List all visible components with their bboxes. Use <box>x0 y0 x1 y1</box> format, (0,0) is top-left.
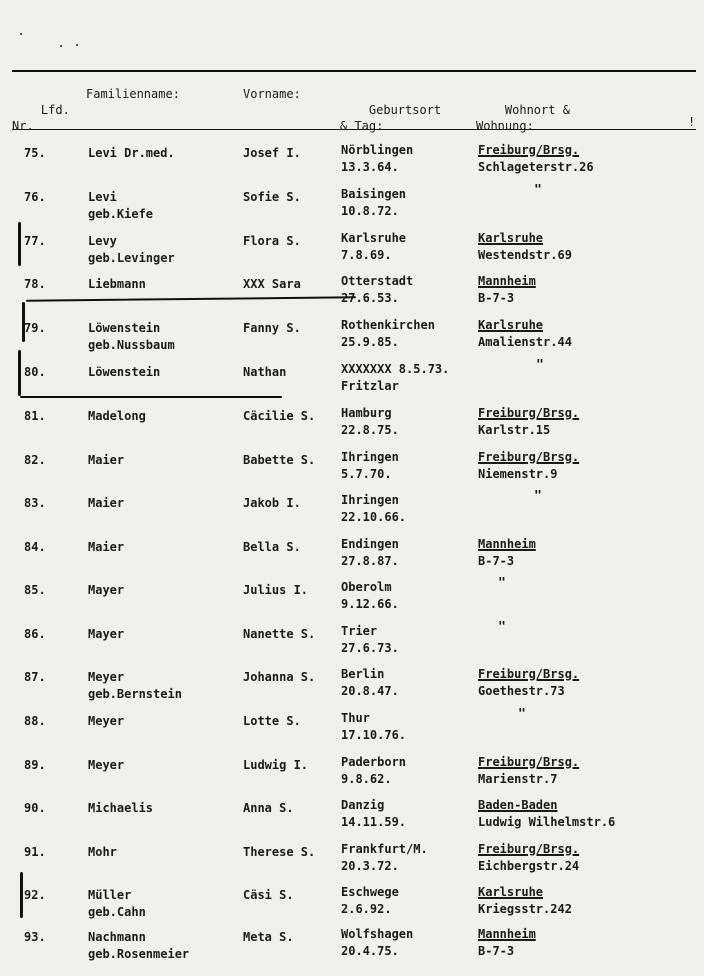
row-89-residence: Freiburg/Brsg. Marienstr.7 <box>478 755 580 786</box>
pencil-mark <box>20 872 23 918</box>
row-91-birthplace: Frankfurt/M. 20.3.72. <box>341 842 428 873</box>
row-81-number: 81. <box>24 409 46 423</box>
speck <box>20 33 22 35</box>
row-77-residence: Karlsruhe Westendstr.69 <box>478 231 572 262</box>
row-86-ditto: " <box>498 620 506 635</box>
header-vorname: Vorname: <box>243 87 301 101</box>
row-86-surname: Mayer <box>88 627 125 641</box>
row-79-forename: Fanny S. <box>243 321 301 335</box>
header-familienname: Familienname: <box>86 87 180 101</box>
pencil-mark <box>20 396 282 398</box>
row-81-surname: Madelong <box>88 409 146 423</box>
row-79-number: 79. <box>24 321 46 335</box>
row-87-residence: Freiburg/Brsg. Goethestr.73 <box>478 667 580 698</box>
row-93-residence: Mannheim B-7-3 <box>478 927 536 958</box>
row-88-forename: Lotte S. <box>243 714 301 728</box>
row-83-number: 83. <box>24 496 46 510</box>
row-85-surname: Mayer <box>88 583 125 597</box>
pencil-mark <box>18 350 21 396</box>
row-86-number: 86. <box>24 627 46 641</box>
row-77-number: 77. <box>24 234 46 248</box>
row-89-surname: Meyer <box>88 758 125 772</box>
pencil-mark <box>18 222 21 266</box>
row-88-surname: Meyer <box>88 714 125 728</box>
row-80-birthplace: XXXXXXX 8.5.73. Fritzlar <box>341 362 450 393</box>
row-93-birthplace: Wolfshagen 20.4.75. <box>341 927 414 958</box>
row-85-ditto: " <box>498 576 506 591</box>
row-82-surname: Maier <box>88 453 125 467</box>
row-83-forename: Jakob I. <box>243 496 301 510</box>
row-75-forename: Josef I. <box>243 146 301 160</box>
row-87-surname: Meyer geb.Bernstein <box>88 670 182 701</box>
row-88-number: 88. <box>24 714 46 728</box>
row-76-birthplace: Baisingen 10.8.72. <box>341 187 407 218</box>
row-79-residence: Karlsruhe Amalienstr.44 <box>478 318 572 349</box>
row-90-surname: Michaelis <box>88 801 154 815</box>
row-92-residence: Karlsruhe Kriegsstr.242 <box>478 885 572 916</box>
row-89-forename: Ludwig I. <box>243 758 309 772</box>
row-89-birthplace: Paderborn 9.8.62. <box>341 755 407 786</box>
header-nr: Lfd. Nr. <box>12 103 70 133</box>
row-91-forename: Therese S. <box>243 845 316 859</box>
row-87-forename: Johanna S. <box>243 670 316 684</box>
row-78-surname: Liebmann <box>88 277 146 291</box>
row-91-number: 91. <box>24 845 46 859</box>
row-92-surname: Müller geb.Cahn <box>88 888 146 919</box>
top-rule <box>12 70 696 72</box>
header-mark: ! <box>688 115 696 129</box>
row-80-forename: Nathan <box>243 365 287 379</box>
row-86-forename: Nanette S. <box>243 627 316 641</box>
row-87-number: 87. <box>24 670 46 684</box>
row-76-ditto: " <box>534 183 542 198</box>
speck <box>60 45 62 47</box>
row-81-residence: Freiburg/Brsg. Karlstr.15 <box>478 406 580 437</box>
row-80-number: 80. <box>24 365 46 379</box>
row-76-forename: Sofie S. <box>243 190 301 204</box>
row-86-birthplace: Trier 27.6.73. <box>341 624 399 655</box>
row-78-forename: XXX Sara <box>243 277 301 291</box>
row-90-number: 90. <box>24 801 46 815</box>
header-wohnort: Wohnort & Wohnung: <box>476 103 570 133</box>
row-80-ditto: " <box>536 358 544 373</box>
row-92-forename: Cäsi S. <box>243 888 294 902</box>
row-82-forename: Babette S. <box>243 453 316 467</box>
row-93-surname: Nachmann geb.Rosenmeier <box>88 930 190 961</box>
row-84-birthplace: Endingen 27.8.87. <box>341 537 399 568</box>
row-84-surname: Maier <box>88 540 125 554</box>
row-84-residence: Mannheim B-7-3 <box>478 537 536 568</box>
row-78-number: 78. <box>24 277 46 291</box>
row-83-surname: Maier <box>88 496 125 510</box>
row-75-birthplace: Nörblingen 13.3.64. <box>341 143 414 174</box>
pencil-mark <box>26 296 356 301</box>
row-82-number: 82. <box>24 453 46 467</box>
row-81-forename: Cäcilie S. <box>243 409 316 423</box>
row-84-forename: Bella S. <box>243 540 301 554</box>
row-85-birthplace: Oberolm 9.12.66. <box>341 580 399 611</box>
row-75-surname: Levi Dr.med. <box>88 146 175 160</box>
row-76-number: 76. <box>24 190 46 204</box>
row-88-birthplace: Thur 17.10.76. <box>341 711 407 742</box>
row-84-number: 84. <box>24 540 46 554</box>
row-77-forename: Flora S. <box>243 234 301 248</box>
row-85-forename: Julius I. <box>243 583 309 597</box>
row-79-surname: Löwenstein geb.Nussbaum <box>88 321 175 352</box>
row-85-number: 85. <box>24 583 46 597</box>
row-75-number: 75. <box>24 146 46 160</box>
row-92-birthplace: Eschwege 2.6.92. <box>341 885 399 916</box>
row-79-birthplace: Rothenkirchen 25.9.85. <box>341 318 435 349</box>
row-92-number: 92. <box>24 888 46 902</box>
row-77-surname: Levy geb.Levinger <box>88 234 175 265</box>
row-75-residence: Freiburg/Brsg. Schlageterstr.26 <box>478 143 594 174</box>
row-89-number: 89. <box>24 758 46 772</box>
row-88-ditto: " <box>518 707 526 722</box>
row-82-birthplace: Ihringen 5.7.70. <box>341 450 399 481</box>
row-82-residence: Freiburg/Brsg. Niemenstr.9 <box>478 450 580 481</box>
header-geburtsort: Geburtsort & Tag: <box>340 103 442 133</box>
speck <box>76 44 78 46</box>
row-83-birthplace: Ihringen 22.10.66. <box>341 493 407 524</box>
row-93-number: 93. <box>24 930 46 944</box>
row-91-residence: Freiburg/Brsg. Eichbergstr.24 <box>478 842 580 873</box>
row-81-birthplace: Hamburg 22.8.75. <box>341 406 399 437</box>
row-78-residence: Mannheim B-7-3 <box>478 274 536 305</box>
row-80-surname: Löwenstein <box>88 365 161 379</box>
row-90-birthplace: Danzig 14.11.59. <box>341 798 407 829</box>
row-83-ditto: " <box>534 489 542 504</box>
row-87-birthplace: Berlin 20.8.47. <box>341 667 399 698</box>
row-93-forename: Meta S. <box>243 930 294 944</box>
row-90-forename: Anna S. <box>243 801 294 815</box>
row-76-surname: Levi geb.Kiefe <box>88 190 154 221</box>
row-90-residence: Baden-Baden Ludwig Wilhelmstr.6 <box>478 798 616 829</box>
row-77-birthplace: Karlsruhe 7.8.69. <box>341 231 407 262</box>
row-91-surname: Mohr <box>88 845 117 859</box>
row-78-birthplace: Otterstadt 27.6.53. <box>341 274 414 305</box>
